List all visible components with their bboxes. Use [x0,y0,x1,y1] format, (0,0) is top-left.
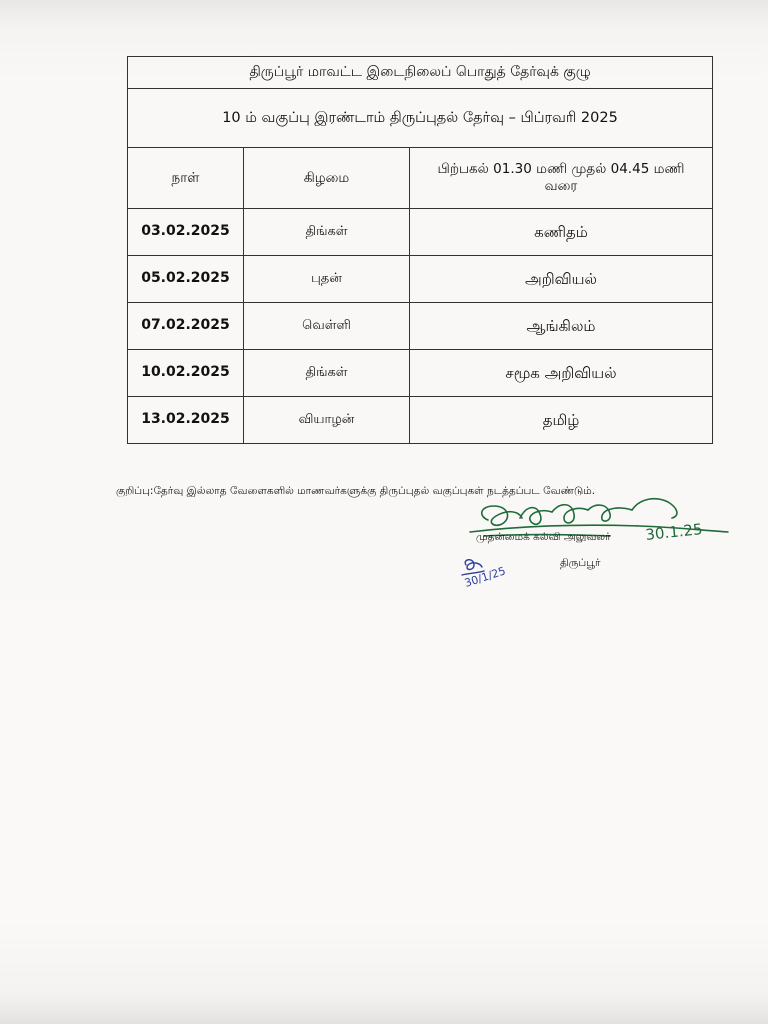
exam-subject: அறிவியல் [410,256,713,303]
table-row [128,350,713,397]
exam-day: வியாழன் [244,397,410,444]
signatory-place: திருப்பூர் [560,557,601,569]
exam-day: திங்கள் [244,350,410,397]
table-row [128,209,713,256]
column-header-day: கிழமை [244,148,410,209]
table-row [128,303,713,350]
table-row [128,397,713,444]
exam-schedule-table [127,56,713,444]
exam-subject: கணிதம் [410,209,713,256]
note-text: குறிப்பு:தேர்வு இல்லாத வேளைகளில் மாணவர்களுக்கு திருப்புதல் வகுப்புகள் நடத்தப்பட வேண்டும். [116,485,596,497]
exam-date: 10.02.2025 [128,350,244,397]
exam-date: 07.02.2025 [128,303,244,350]
table-row [128,256,713,303]
table-title-row [128,57,713,89]
exam-day: வெள்ளி [244,303,410,350]
column-header-date: நாள் [128,148,244,209]
initials-date: 30/1/25 [462,564,508,590]
exam-day: புதன் [244,256,410,303]
signature-date: 30.1.25 [644,520,704,544]
document-title: திருப்பூர் மாவட்ட இடைநிலைப் பொதுத் தேர்வுக் குழு [128,57,713,89]
column-header-time: பிற்பகல் 01.30 மணி முதல் 04.45 மணி வரை [410,148,713,209]
column-header-row [128,148,713,209]
exam-date: 03.02.2025 [128,209,244,256]
exam-subject: சமூக அறிவியல் [410,350,713,397]
exam-date: 05.02.2025 [128,256,244,303]
exam-subject: ஆங்கிலம் [410,303,713,350]
table-subtitle-row [128,89,713,148]
exam-subtitle: 10 ம் வகுப்பு இரண்டாம் திருப்புதல் தேர்வு – பிப்ரவரி 2025 [128,89,713,148]
handwritten-initials [458,555,528,591]
exam-day: திங்கள் [244,209,410,256]
exam-date: 13.02.2025 [128,397,244,444]
signatory-title: முதன்மைக் கல்வி அலுவலர் [476,531,611,543]
page-shadow [0,0,768,30]
exam-subject: தமிழ் [410,397,713,444]
page-edge [0,994,768,1024]
